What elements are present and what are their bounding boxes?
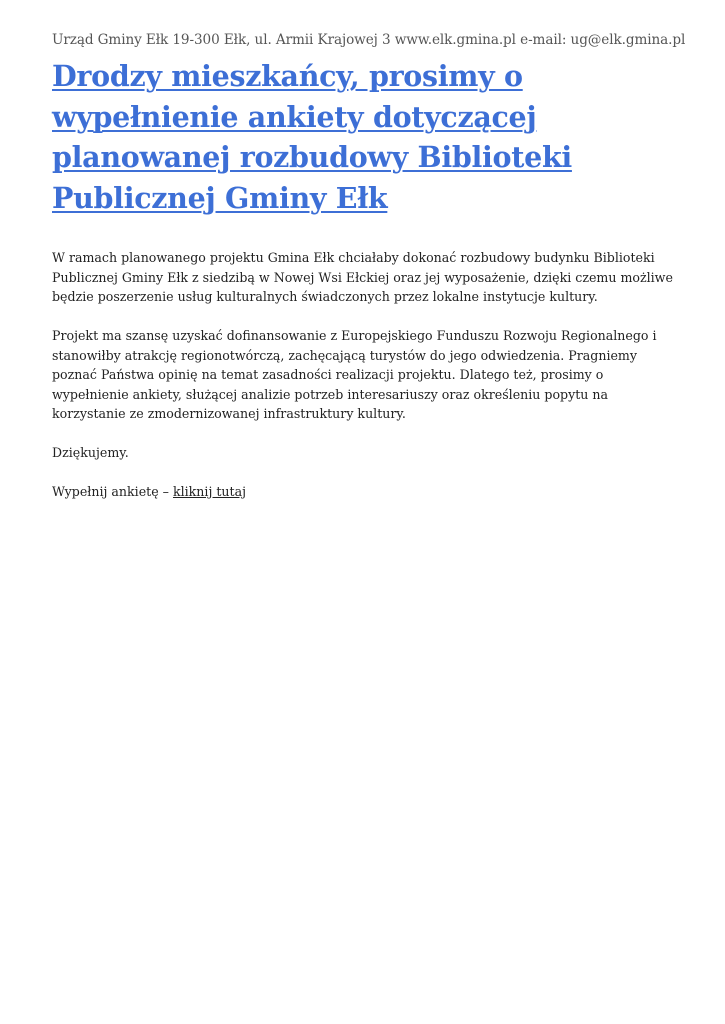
- survey-line: [52, 482, 677, 502]
- paragraph-intro: W ramach planowanego projektu Gmina Ełk chciałaby dokonać rozbudowy budynku Biblioteki Publicznej Gminy Ełk z siedzibą w Nowej Wsi Ełckiej oraz jej wyposażenie, dzięki czemu możliwe będzie poszerzenie usług kulturalnych świadczonych przez lokalne instytucje kultury.: [52, 250, 673, 304]
- article-title: [52, 56, 672, 218]
- survey-prefix: Wypełnij ankietę –: [52, 484, 173, 499]
- survey-link[interactable]: kliknij tutaj: [172, 484, 246, 499]
- paragraph-funding: Projekt ma szansę uzyskać dofinansowanie z Europejskiego Funduszu Rozwoju Regionalnego i stanowiłby atrakcję regionotwórczą, zachęcającą turystów do jego odwiedzenia. Pragniemy poznać Państwa opinię na temat zasadności realizacji projektu. Dlatego też, prosimy o wypełnienie ankiety, służącej analizie potrzeb interesariuszy oraz określeniu popytu na korzystanie ze zmodernizowanej infrastruktury kultury.: [52, 328, 657, 421]
- article-title-link[interactable]: Drodzy mieszkańcy, prosimy o wypełnienie ankiety dotyczącej planowanej rozbudowy Biblioteki Publicznej Gminy Ełk: [52, 59, 572, 215]
- article-body: [52, 248, 677, 521]
- paragraph-thanks: Dziękujemy.: [52, 445, 129, 460]
- header-address: Urząd Gminy Ełk 19-300 Ełk, ul. Armii Krajowej 3 www.elk.gmina.pl e-mail: ug@elk.gmina.pl: [52, 32, 686, 48]
